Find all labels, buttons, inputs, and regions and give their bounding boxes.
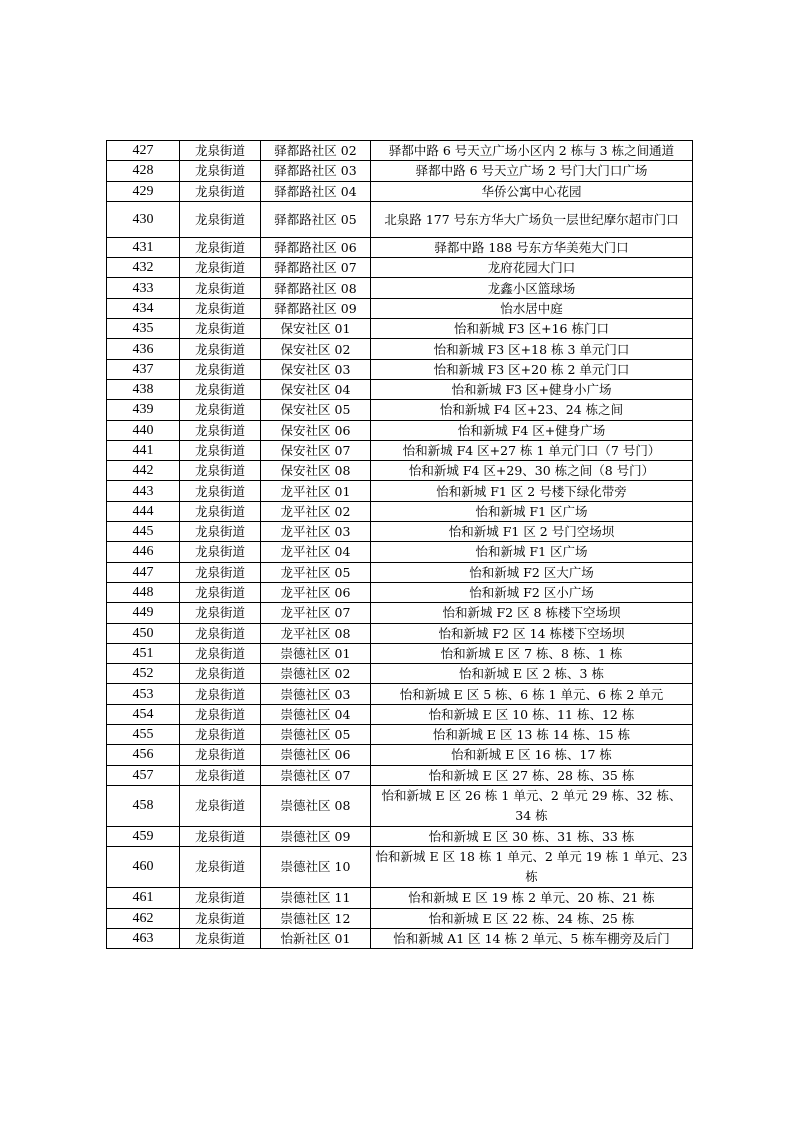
community-cell: 崇德社区 09 [261, 826, 371, 846]
table-row [107, 745, 693, 765]
street-cell: 龙泉街道 [180, 201, 261, 237]
table-row [107, 542, 693, 562]
street-cell: 龙泉街道 [180, 623, 261, 643]
location-cell: 怡和新城 A1 区 14 栋 2 单元、5 栋车棚旁及后门 [371, 928, 693, 948]
row-number-cell: 447 [107, 562, 180, 582]
location-cell: 怡和新城 F4 区+29、30 栋之间（8 号门） [371, 461, 693, 481]
street-cell: 龙泉街道 [180, 298, 261, 318]
table-row [107, 664, 693, 684]
location-cell: 怡和新城 E 区 27 栋、28 栋、35 栋 [371, 765, 693, 785]
location-cell: 怡和新城 F1 区 2 号门空场坝 [371, 522, 693, 542]
community-cell: 保安社区 01 [261, 319, 371, 339]
row-number-cell: 427 [107, 141, 180, 161]
community-cell: 保安社区 04 [261, 379, 371, 399]
location-cell: 怡和新城 F3 区+16 栋门口 [371, 319, 693, 339]
street-cell: 龙泉街道 [180, 765, 261, 785]
table-row [107, 237, 693, 257]
location-cell: 怡和新城 E 区 19 栋 2 单元、20 栋、21 栋 [371, 888, 693, 908]
street-cell: 龙泉街道 [180, 542, 261, 562]
row-number-cell: 442 [107, 461, 180, 481]
row-number-cell: 445 [107, 522, 180, 542]
row-number-cell: 433 [107, 278, 180, 298]
table-row [107, 582, 693, 602]
table-row [107, 339, 693, 359]
location-cell: 怡和新城 E 区 13 栋 14 栋、15 栋 [371, 725, 693, 745]
community-cell: 驿都路社区 07 [261, 258, 371, 278]
location-cell: 怡和新城 F4 区+23、24 栋之间 [371, 400, 693, 420]
street-cell: 龙泉街道 [180, 704, 261, 724]
table-row [107, 785, 693, 826]
row-number-cell: 431 [107, 237, 180, 257]
location-cell: 怡和新城 F1 区广场 [371, 501, 693, 521]
location-cell: 怡和新城 F1 区 2 号楼下绿化带旁 [371, 481, 693, 501]
row-number-cell: 455 [107, 725, 180, 745]
street-cell: 龙泉街道 [180, 664, 261, 684]
street-cell: 龙泉街道 [180, 785, 261, 826]
location-cell: 怡和新城 F3 区+18 栋 3 单元门口 [371, 339, 693, 359]
location-cell: 华侨公寓中心花园 [371, 181, 693, 201]
row-number-cell: 452 [107, 664, 180, 684]
street-cell: 龙泉街道 [180, 278, 261, 298]
table-row [107, 826, 693, 846]
street-cell: 龙泉街道 [180, 501, 261, 521]
row-number-cell: 453 [107, 684, 180, 704]
row-number-cell: 461 [107, 888, 180, 908]
row-number-cell: 438 [107, 379, 180, 399]
row-number-cell: 454 [107, 704, 180, 724]
community-cell: 崇德社区 05 [261, 725, 371, 745]
location-cell: 怡和新城 E 区 10 栋、11 栋、12 栋 [371, 704, 693, 724]
table-row [107, 888, 693, 908]
table-body [107, 141, 693, 949]
table-row [107, 258, 693, 278]
street-cell: 龙泉街道 [180, 643, 261, 663]
row-number-cell: 434 [107, 298, 180, 318]
table-row [107, 298, 693, 318]
street-cell: 龙泉街道 [180, 181, 261, 201]
community-cell: 保安社区 05 [261, 400, 371, 420]
street-cell: 龙泉街道 [180, 461, 261, 481]
community-cell: 崇德社区 04 [261, 704, 371, 724]
street-cell: 龙泉街道 [180, 481, 261, 501]
table-row [107, 420, 693, 440]
street-cell: 龙泉街道 [180, 359, 261, 379]
location-cell: 驿都中路 6 号天立广场 2 号门大门口广场 [371, 161, 693, 181]
street-cell: 龙泉街道 [180, 339, 261, 359]
community-cell: 驿都路社区 04 [261, 181, 371, 201]
street-cell: 龙泉街道 [180, 684, 261, 704]
community-cell: 龙平社区 06 [261, 582, 371, 602]
table-row [107, 400, 693, 420]
table-row [107, 704, 693, 724]
row-number-cell: 435 [107, 319, 180, 339]
community-cell: 龙平社区 03 [261, 522, 371, 542]
street-cell: 龙泉街道 [180, 141, 261, 161]
row-number-cell: 436 [107, 339, 180, 359]
table-row [107, 161, 693, 181]
table-row [107, 908, 693, 928]
row-number-cell: 440 [107, 420, 180, 440]
table-row [107, 501, 693, 521]
row-number-cell: 457 [107, 765, 180, 785]
table-row [107, 603, 693, 623]
community-cell: 崇德社区 12 [261, 908, 371, 928]
street-cell: 龙泉街道 [180, 522, 261, 542]
location-cell: 怡和新城 F2 区小广场 [371, 582, 693, 602]
street-cell: 龙泉街道 [180, 745, 261, 765]
location-cell: 怡和新城 F4 区+27 栋 1 单元门口（7 号门） [371, 440, 693, 460]
row-number-cell: 444 [107, 501, 180, 521]
row-number-cell: 458 [107, 785, 180, 826]
location-cell: 龙鑫小区篮球场 [371, 278, 693, 298]
community-cell: 崇德社区 03 [261, 684, 371, 704]
row-number-cell: 460 [107, 847, 180, 888]
community-cell: 驿都路社区 02 [261, 141, 371, 161]
location-cell: 怡和新城 E 区 5 栋、6 栋 1 单元、6 栋 2 单元 [371, 684, 693, 704]
community-cell: 崇德社区 10 [261, 847, 371, 888]
community-cell: 龙平社区 05 [261, 562, 371, 582]
community-cell: 崇德社区 02 [261, 664, 371, 684]
location-cell: 驿都中路 6 号天立广场小区内 2 栋与 3 栋之间通道 [371, 141, 693, 161]
row-number-cell: 429 [107, 181, 180, 201]
location-cell: 龙府花园大门口 [371, 258, 693, 278]
row-number-cell: 450 [107, 623, 180, 643]
community-cell: 驿都路社区 09 [261, 298, 371, 318]
street-cell: 龙泉街道 [180, 440, 261, 460]
community-cell: 崇德社区 06 [261, 745, 371, 765]
community-cell: 保安社区 02 [261, 339, 371, 359]
table-row [107, 522, 693, 542]
location-cell: 怡和新城 E 区 2 栋、3 栋 [371, 664, 693, 684]
community-cell: 怡新社区 01 [261, 928, 371, 948]
community-cell: 龙平社区 02 [261, 501, 371, 521]
row-number-cell: 449 [107, 603, 180, 623]
table-row [107, 141, 693, 161]
table-row [107, 379, 693, 399]
row-number-cell: 459 [107, 826, 180, 846]
location-cell: 怡和新城 F3 区+20 栋 2 单元门口 [371, 359, 693, 379]
street-cell: 龙泉街道 [180, 400, 261, 420]
street-cell: 龙泉街道 [180, 826, 261, 846]
location-cell: 怡和新城 F1 区广场 [371, 542, 693, 562]
table-row [107, 725, 693, 745]
table-row [107, 181, 693, 201]
community-cell: 保安社区 06 [261, 420, 371, 440]
community-cell: 驿都路社区 03 [261, 161, 371, 181]
location-cell: 怡和新城 E 区 7 栋、8 栋、1 栋 [371, 643, 693, 663]
row-number-cell: 439 [107, 400, 180, 420]
row-number-cell: 451 [107, 643, 180, 663]
table-row [107, 623, 693, 643]
table-row [107, 684, 693, 704]
table-row [107, 319, 693, 339]
street-cell: 龙泉街道 [180, 562, 261, 582]
street-cell: 龙泉街道 [180, 847, 261, 888]
street-cell: 龙泉街道 [180, 582, 261, 602]
row-number-cell: 441 [107, 440, 180, 460]
community-cell: 驿都路社区 08 [261, 278, 371, 298]
community-cell: 保安社区 03 [261, 359, 371, 379]
street-cell: 龙泉街道 [180, 908, 261, 928]
location-cell: 怡和新城 E 区 26 栋 1 单元、2 单元 29 栋、32 栋、34 栋 [371, 785, 693, 826]
table-row [107, 359, 693, 379]
table-row [107, 643, 693, 663]
street-cell: 龙泉街道 [180, 319, 261, 339]
location-cell: 怡和新城 E 区 18 栋 1 单元、2 单元 19 栋 1 单元、23 栋 [371, 847, 693, 888]
community-cell: 崇德社区 01 [261, 643, 371, 663]
street-cell: 龙泉街道 [180, 603, 261, 623]
row-number-cell: 437 [107, 359, 180, 379]
row-number-cell: 443 [107, 481, 180, 501]
community-cell: 保安社区 08 [261, 461, 371, 481]
community-cell: 龙平社区 01 [261, 481, 371, 501]
row-number-cell: 446 [107, 542, 180, 562]
community-cell: 崇德社区 11 [261, 888, 371, 908]
table-row [107, 847, 693, 888]
street-cell: 龙泉街道 [180, 258, 261, 278]
location-cell: 怡水居中庭 [371, 298, 693, 318]
location-cell: 怡和新城 E 区 16 栋、17 栋 [371, 745, 693, 765]
community-cell: 驿都路社区 06 [261, 237, 371, 257]
row-number-cell: 463 [107, 928, 180, 948]
location-cell: 北泉路 177 号东方华大广场负一层世纪摩尔超市门口 [371, 201, 693, 237]
table-row [107, 928, 693, 948]
community-cell: 驿都路社区 05 [261, 201, 371, 237]
location-table [106, 140, 693, 949]
table-row [107, 562, 693, 582]
location-cell: 怡和新城 F2 区 14 栋楼下空场坝 [371, 623, 693, 643]
row-number-cell: 430 [107, 201, 180, 237]
row-number-cell: 432 [107, 258, 180, 278]
street-cell: 龙泉街道 [180, 161, 261, 181]
location-cell: 驿都中路 188 号东方华美苑大门口 [371, 237, 693, 257]
community-cell: 龙平社区 04 [261, 542, 371, 562]
table-row [107, 481, 693, 501]
table-row [107, 461, 693, 481]
community-cell: 保安社区 07 [261, 440, 371, 460]
street-cell: 龙泉街道 [180, 725, 261, 745]
community-cell: 龙平社区 07 [261, 603, 371, 623]
table-row [107, 278, 693, 298]
table-row [107, 440, 693, 460]
community-cell: 龙平社区 08 [261, 623, 371, 643]
community-cell: 崇德社区 08 [261, 785, 371, 826]
location-cell: 怡和新城 E 区 30 栋、31 栋、33 栋 [371, 826, 693, 846]
street-cell: 龙泉街道 [180, 379, 261, 399]
street-cell: 龙泉街道 [180, 237, 261, 257]
community-cell: 崇德社区 07 [261, 765, 371, 785]
street-cell: 龙泉街道 [180, 888, 261, 908]
location-cell: 怡和新城 E 区 22 栋、24 栋、25 栋 [371, 908, 693, 928]
location-cell: 怡和新城 F2 区大广场 [371, 562, 693, 582]
row-number-cell: 456 [107, 745, 180, 765]
location-cell: 怡和新城 F3 区+健身小广场 [371, 379, 693, 399]
location-cell: 怡和新城 F2 区 8 栋楼下空场坝 [371, 603, 693, 623]
street-cell: 龙泉街道 [180, 420, 261, 440]
location-cell: 怡和新城 F4 区+健身广场 [371, 420, 693, 440]
street-cell: 龙泉街道 [180, 928, 261, 948]
row-number-cell: 428 [107, 161, 180, 181]
row-number-cell: 448 [107, 582, 180, 602]
row-number-cell: 462 [107, 908, 180, 928]
table-row [107, 765, 693, 785]
table-row [107, 201, 693, 237]
